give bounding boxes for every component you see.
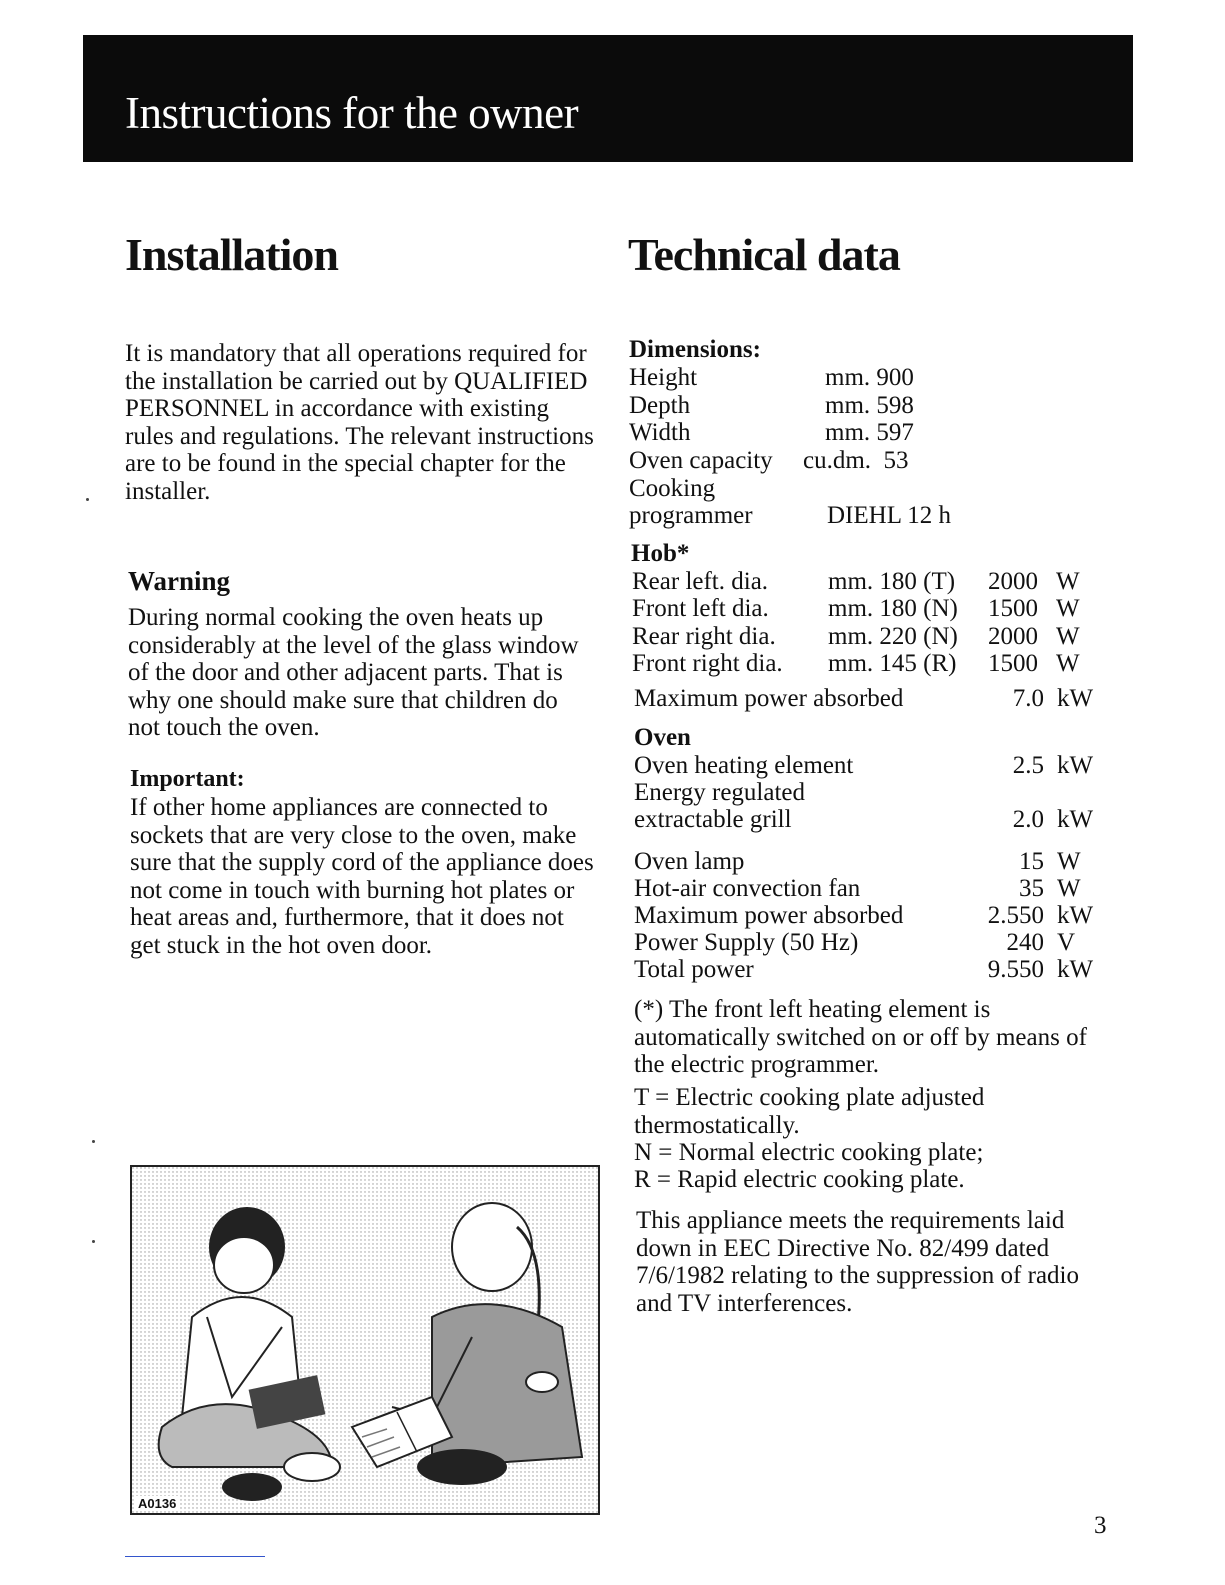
hob-max-unit: kW — [1057, 685, 1094, 712]
oven-spec-label: Total power — [634, 956, 754, 983]
oven-heating-value: 2.5 — [1012, 752, 1044, 779]
important-heading: Important: — [130, 766, 245, 792]
dimension-label: Width — [629, 419, 691, 446]
programmer-value: DIEHL 12 h — [827, 502, 952, 529]
oven-spec-label: Oven lamp — [634, 848, 745, 875]
illustration-code: A0136 — [138, 1496, 177, 1511]
grill-label: extractable grill — [634, 806, 792, 833]
oven-spec-label: Power Supply (50 Hz) — [634, 929, 859, 956]
legend-r: R = Rapid electric cooking plate. — [634, 1166, 965, 1193]
header-banner — [83, 35, 1133, 162]
dimension-value: cu.dm. 53 — [803, 447, 909, 474]
hob-unit: W — [1056, 650, 1080, 677]
dimension-label: Oven capacity — [629, 447, 773, 474]
footnote: (*) The front left heating element is automatically switched on or off by means of the electric programmer. — [634, 996, 1087, 1078]
installation-heading: Installation — [125, 229, 338, 280]
hob-heading: Hob* — [631, 540, 690, 567]
oven-spec-unit: W — [1057, 875, 1081, 902]
dimension-label: Height — [629, 364, 698, 391]
oven-spec-value: 35 — [1019, 875, 1044, 902]
oven-spec-value: 240 — [1006, 929, 1044, 956]
oven-heading: Oven — [634, 724, 691, 751]
hob-size: mm. 180 (T) — [828, 568, 956, 595]
hob-unit: W — [1056, 623, 1080, 650]
oven-heating-label: Oven heating element — [634, 752, 854, 779]
oven-spec-unit: V — [1057, 929, 1076, 956]
programmer-label: programmer — [629, 502, 753, 529]
technical-data-heading: Technical data — [628, 229, 900, 280]
document-title: Instructions for the owner — [125, 88, 579, 138]
hob-size: mm. 220 (N) — [828, 623, 958, 650]
hob-max-label: Maximum power absorbed — [634, 685, 904, 712]
grill-value: 2.0 — [1012, 806, 1044, 833]
hob-size: mm. 145 (R) — [828, 650, 957, 677]
hob-unit: W — [1056, 568, 1080, 595]
hob-unit: W — [1056, 595, 1080, 622]
oven-spec-unit: W — [1057, 848, 1081, 875]
grill-label: Energy regulated — [634, 779, 805, 806]
hob-max-value: 7.0 — [1012, 685, 1044, 712]
footer-rule — [125, 1556, 265, 1557]
page-number: 3 — [1094, 1512, 1107, 1539]
hob-size: mm. 180 (N) — [828, 595, 958, 622]
warning-text: During normal cooking the oven heats up considerably at the level of the glass window of the door and other adjacent parts. That is why one should make sure that children do not touch the oven. — [128, 604, 579, 741]
oven-spec-value: 15 — [1019, 848, 1044, 875]
children-illustration — [130, 1165, 600, 1515]
margin-speck — [86, 498, 89, 501]
legend-n: N = Normal electric cooking plate; — [634, 1139, 984, 1166]
hob-label: Front right dia. — [632, 650, 783, 677]
legend-t: T = Electric cooking plate adjusted thermostatically. — [634, 1084, 985, 1139]
eec-note: This appliance meets the requirements laid down in EEC Directive No. 82/499 dated 7/6/1982 relating to the suppression of radio and TV interferences. — [636, 1207, 1079, 1317]
margin-speck — [92, 1240, 95, 1243]
oven-spec-value: 2.550 — [987, 902, 1044, 929]
oven-spec-unit: kW — [1057, 956, 1094, 983]
grill-unit: kW — [1057, 806, 1094, 833]
oven-spec-unit: kW — [1057, 902, 1094, 929]
oven-spec-label: Hot-air convection fan — [634, 875, 861, 902]
dimension-value: mm. 597 — [825, 419, 914, 446]
margin-speck — [92, 1140, 95, 1143]
programmer-label: Cooking — [629, 475, 716, 502]
dimensions-heading: Dimensions: — [629, 336, 761, 363]
hob-label: Rear right dia. — [632, 623, 776, 650]
oven-spec-value: 9.550 — [987, 956, 1044, 983]
dimension-value: mm. 900 — [825, 364, 914, 391]
children-reading-image — [132, 1167, 598, 1513]
installation-intro: It is mandatory that all operations required for the installation be carried out by QUALIFIED PERSONNEL in accordance with existing rules and regulations. The relevant instructions are to be found in the special chapter for the installer. — [125, 340, 594, 505]
oven-heating-unit: kW — [1057, 752, 1094, 779]
hob-power: 1500 — [988, 595, 1038, 622]
hob-power: 2000 — [988, 623, 1038, 650]
hob-label: Rear left. dia. — [632, 568, 769, 595]
hob-power: 2000 — [988, 568, 1038, 595]
dimension-label: Depth — [629, 392, 691, 419]
hob-label: Front left dia. — [632, 595, 769, 622]
important-text: If other home appliances are connected to sockets that are very close to the oven, make sure that the supply cord of the appliance does not come in touch with burning hot plates or heat areas and, furthermore, that it does not get stuck in the hot oven door. — [130, 794, 594, 959]
oven-spec-label: Maximum power absorbed — [634, 902, 904, 929]
dimension-value: mm. 598 — [825, 392, 914, 419]
warning-heading: Warning — [128, 566, 231, 596]
hob-power: 1500 — [988, 650, 1038, 677]
